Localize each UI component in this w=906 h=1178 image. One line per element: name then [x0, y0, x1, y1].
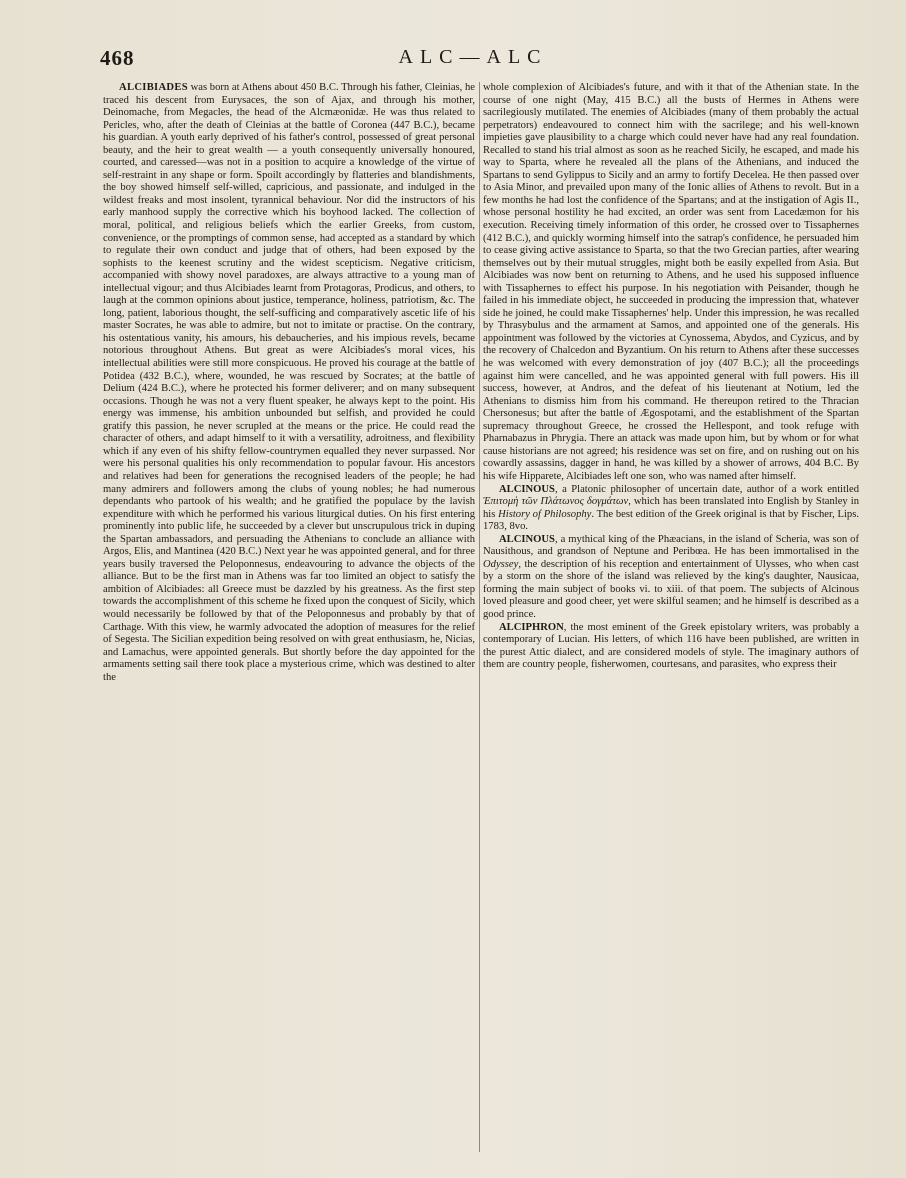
alcibiades-text-left: was born at Athens about 450 B.C. Through his father, Cleinias, he traced his descent from Eurysaces, the son of Ajax, and through his mother, Deinomache, from Megacles, the head of the Alcmæonidæ. He was thus related to Pericles, who, after the death of Cleinias at the battle of Coronea (447 B.C.), became his guardian. A youth early deprived of his father's control, possessed of great personal beauty, and the heir to great wealth — a youth consequently universally honoured, courted, and caressed—was not in a position to acquire a knowledge of the virtue of self-restraint in any shape or form. Spoilt accordingly by flatteries and blandishments, the boy showed himself self-willed, capricious, and passionate, and indulged in the wildest freaks and most insolent, tyrannical behaviour. Nor did the instructors of his early manhood supply the corrective which his boyhood lacked. The collection of moral, political, and religious beliefs which the earlier Greeks, from custom, convenience, or the promptings of common sense, had accepted as a standard by which to regulate their own conduct and judge that of others, had been exposed by the sophists to the keenest scrutiny and the widest scepticism. Negative criticism, accompanied with showy novel paradoxes, are always attractive to a young man of intellectual vigour; and thus Alcibiades learnt from Protagoras, Prodicus, and others, to laugh at the common opinions about justice, temperance, holiness, patriotism, &c. The long, patient, laborious thought, the self-sufficing and comparatively ascetic life of his master Socrates, he was able to admire, but not to imitate or practise. On the contrary, his ostentatious vanity, his amours, his debaucheries, and his impious revels, became notorious throughout Athens. But great as were Alcibiades's moral vices, his intellectual abilities were still more conspicuous. He proved his courage at the battle of Potidea (432 B.C.), where, wounded, he was rescued by Socrates; at the battle of Delium (424 B.C.), where he protected his former deliverer; and on many subsequent occasions. Though he was not a very fluent speaker, he always kept to the point. His energy was immense, his ambition unbounded but selfish, and provided he could gratify this passion, he never scrupled at the means or the price. He could read the character of others, and adapt himself to it with a versatility, adroitness, and flexibility which if any even of his shifty fellow-countrymen equalled they never surpassed. Nor were his personal qualities his only recommendation to popular favour. His ancestors and relatives had been for generations the recognised leaders of the people; he had many admirers and followers among the clubs of young nobles; he had numerous dependants who partook of his wealth; and he gratified the populace by the lavish expenditure with which he performed his various liturgical duties. On his first entering prominently into public life, he succeeded by a clever but unscrupulous trick in duping the Spartan ambassadors, and persuading the Athenians to conclude an alliance with Argos, Elis, and Mantinea (420 B.C.) Next year he was appointed general, and for three years busily traversed the Peloponnesus, endeavouring to advance the objects of the alliance. But to be the first man in Athens was far too limited an object to satisfy the ambition of Alcibiades: all Greece must be dazzled by his greatness. As the first step towards the accomplishment of this scheme he fixed upon the conquest of Sicily, which would necessarily be followed by that of the Peloponnesus and probably by that of Carthage. With this view, he warmly advocated the adoption of measures for the relief of Segesta. The Sicilian expedition being resolved on with great enthusiasm, he, Nicias, and Lamachus, were appointed generals. But shortly before the day appointed for the armaments setting sail there took place a mysterious crime, which was destined to alter the: [103, 82, 475, 683]
alcinous-philosopher-text-a: , a Platonic philosopher of uncertain date, author of a work entitled: [554, 483, 859, 495]
alcinous-greek-title: Ἐπιτομὴ τῶν Πλάτωνος δογμάτων: [483, 496, 629, 508]
entry-alcibiades-part2: [483, 82, 859, 484]
entry-alcinous-philosopher: [483, 484, 859, 534]
page-number: 468: [100, 46, 135, 70]
page-header: [100, 46, 846, 76]
running-head: ALC—ALC: [398, 46, 548, 68]
right-column: [483, 82, 859, 1162]
headword-alcinous-king: ALCINOUS: [499, 533, 555, 545]
headword-alcinous-philosopher: ALCINOUS: [499, 483, 555, 495]
headword-alciphron: ALCIPHRON: [499, 621, 564, 633]
alcinous-king-text-b: , the description of his reception and entertainment of Ulysses, who when cast by a storm on the shore of the island was relieved by the king's daughter, Nausicaa, forming the main subject of books vi. to xiii. of that poem. The subjects of Alcinous loved pleasure and good cheer, yet were skilful seamen; and he himself is described as a good prince.: [483, 558, 859, 620]
alcibiades-text-right: whole complexion of Alcibiades's future, and with it that of the Athenian state. In the course of one night (May, 415 B.C.) all the busts of Hermes in Athens were sacrilegiously mutilated. The enemies of Alcibiades (many of them probably the actual perpetrators) endeavoured to connect him with the sacrilege; and his well-known impieties gave plausibility to a charge which could never have had any real foundation. Recalled to stand his trial almost as soon as he reached Sicily, he escaped, and made his way to Sparta, where he revealed all the plans of the Athenians, and induced the Spartans to send Gylippus to Sicily and an army to fortify Decelea. He then passed over to Asia Minor, and prevailed upon many of the Ionic allies of Athens to revolt. But in a few months he had lost the confidence of the Spartans; and at the instigation of Agis II., whose personal hostility he had excited, an order was sent from Lacedæmon for his execution. Receiving timely information of this order, he crossed over to Tissaphernes (412 B.C.), and quickly worming himself into the satrap's confidence, he persuaded him to cease giving active assistance to Sparta, so that the two Grecian parties, after wearing themselves out by their mutual struggles, might both be easily expelled from Asia. But Alcibiades was now bent on returning to Athens, and he used his supposed influence with Tissaphernes to effect his purpose. In his negotiation with Peisander, though he failed in his immediate object, he succeeded in producing the impression that, whatever side he joined, he could make Tissaphernes' help. Under this impression, he was recalled by Thrasybulus and the armament at Samos, and appointed one of the generals. His appointment was followed by the victories at Cynossema, Abydos, and Cyzicus, and by the recovery of Chalcedon and Byzantium. On his return to Athens after these successes he was welcomed with every demonstration of joy (407 B.C.); all the proceedings against him were cancelled, and he was appointed general with full powers. His ill success, however, at Andros, and the defeat of his lieutenant at Notium, led the Athenians to dismiss him from his command. He thereupon retired to the Thracian Chersonesus; but after the battle of Ægospotami, and the establishment of the Spartan supremacy throughout Greece, he crossed the Hellespont, and took refuge with Pharnabazus in Phrygia. There an attack was made upon him, but by whom or for what cause historians are not agreed; his residence was set on fire, and on rushing out on his cowardly assassins, dagger in hand, he was killed by a shower of arrows, 404 B.C. By his wife Hipparete, Alcibiades left one son, who was named after himself.: [483, 82, 859, 482]
alciphron-text: , the most eminent of the Greek epistolary writers, was probably a contemporary of Lucian. His letters, of which 116 have been published, are written in the purest Attic dialect, and are considered models of style. The imaginary authors of them are country people, fisherwomen, courtesans, and parasites, who express their: [483, 621, 859, 671]
column-divider: [479, 82, 480, 1152]
alcinous-philosopher-text-c: . The best edition of the Greek original is that by Fischer, Lips. 1783, 8vo.: [483, 508, 859, 533]
alcinous-odyssey-title: Odyssey: [483, 558, 519, 570]
alcinous-philosopher-text-b: , which has been translated into English by Stanley in his: [483, 496, 859, 520]
entry-alcinous-king: [483, 534, 859, 622]
alcinous-king-text-a: , a mythical king of the Phæacians, in the island of Scheria, was son of Nausithous, and grandson of Neptune and Peribœa. He has been immortalised in the: [483, 533, 859, 558]
left-column: [103, 82, 475, 1162]
headword-alcibiades: ALCIBIADES: [119, 82, 188, 93]
entry-alcibiades-part1: [103, 82, 475, 684]
alcinous-work-title: History of Philosophy: [498, 508, 592, 520]
entry-alciphron: [483, 622, 859, 672]
